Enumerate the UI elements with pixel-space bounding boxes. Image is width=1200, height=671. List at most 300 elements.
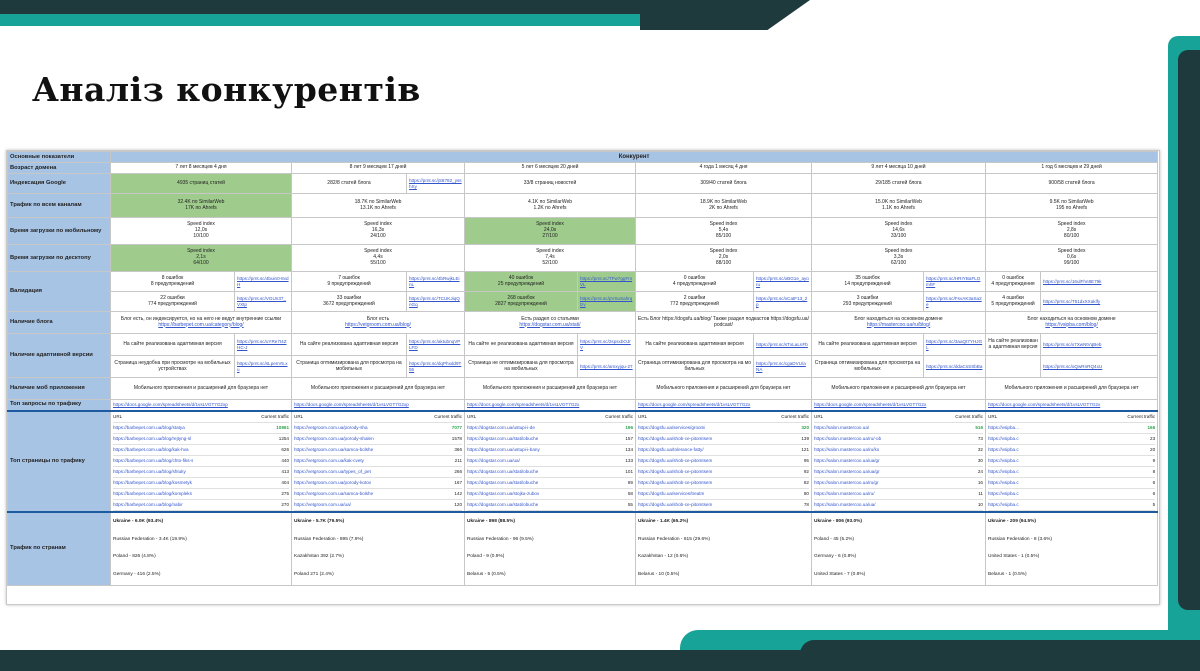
row-label-countries: Трафик по странам xyxy=(8,512,111,586)
toppages-item xyxy=(113,478,289,489)
toppages-item xyxy=(814,467,983,478)
url-col-header: URL xyxy=(638,413,648,419)
toppages-header xyxy=(113,412,289,423)
validation-link[interactable]: https://prnt.sc/VGUn37_VXtp xyxy=(235,292,292,312)
page-url[interactable]: https://dogsfu.ua/shob-ce-pitomtsem xyxy=(638,457,713,463)
countries-cell xyxy=(986,512,1158,586)
country-item: Germany - 416 (2.5%) xyxy=(113,571,161,577)
blog-text: Блог есть, он индексируется, но на него не ведут внутренние ссылки xyxy=(120,315,282,322)
page-traffic: 266 xyxy=(454,468,462,474)
page-url[interactable]: https://dogstar.com.ua/stati/obuche xyxy=(467,435,539,441)
adaptive-link[interactable]: https://prnt.sc/aktubnqVPLFD xyxy=(407,334,465,356)
page-url[interactable]: https://vsipba.c xyxy=(988,479,1019,485)
row-adaptive-1 xyxy=(8,356,1158,378)
age-cell: 8 лет 9 месяцев 17 дней xyxy=(292,163,465,174)
country-item: Kazakhstan 392 (2.7%) xyxy=(294,554,344,560)
topq-link[interactable]: https://docs.google.com/spreadsheets/d/1vsLVGT7G2x xyxy=(636,400,812,411)
row-blog xyxy=(8,312,1158,334)
toppages-item xyxy=(638,489,809,500)
countries-list xyxy=(294,514,462,584)
slide-title: Аналіз конкурентів xyxy=(32,70,421,109)
toppages-list xyxy=(467,412,633,511)
adaptive-link[interactable]: https://prnt.sc/sLpenV5.xu xyxy=(235,356,292,378)
countries-cell xyxy=(636,512,812,586)
countries-cell xyxy=(465,512,636,586)
adaptive-link[interactable]: https://prnt.sc/ddaCsSSbBa xyxy=(924,356,986,378)
adaptive-cell xyxy=(986,356,1041,378)
country-item: Ukraine - 1.4K (65.2%) xyxy=(638,519,689,525)
page-traffic: 6 xyxy=(1152,490,1156,496)
page-url[interactable]: https://dogsfu.ua/services/groomi xyxy=(638,424,706,430)
page-url[interactable]: https://vsipba... xyxy=(988,424,1019,430)
validation-cell: 0 ошибок 4 предупреждения xyxy=(986,272,1041,292)
index-cell: 282/8 статей блога xyxy=(292,174,407,194)
age-cell: 5 лет 6 месяцев 20 дней xyxy=(465,163,636,174)
validation-cell: 0 ошибок 4 предупреждений xyxy=(636,272,754,292)
row-adaptive-0 xyxy=(8,334,1158,356)
adaptive-link[interactable]: https://prnt.sc/sTxLaLnFb xyxy=(754,334,812,356)
countries-list xyxy=(113,514,289,584)
competitor-group-header: Конкурент xyxy=(111,152,1158,163)
page-url[interactable]: https://salon.mastercoo.ua/ru/ko xyxy=(814,446,880,452)
validation-link[interactable]: https://prnt.sc/xBG1e_ayoru xyxy=(754,272,812,292)
page-traffic: 95 xyxy=(803,457,809,463)
page-traffic: 58 xyxy=(627,490,633,496)
row-age xyxy=(8,163,1158,174)
adaptive-cell: Страница не оптимизирована для просмотра на мобильных xyxy=(465,356,578,378)
adaptive-cell: На сайте не реализована адаптивная версия xyxy=(465,334,578,356)
validation-link[interactable]: https://prnt.sc/pVSuSahrqlzv xyxy=(578,292,636,312)
blog-text: Есть Блог https://dogsfu.ua/blog/ Также раздел подкастов https://dogsfu.ua/podcast/ xyxy=(638,315,809,328)
toppages-header xyxy=(814,412,983,423)
desktop-speed-cell: Speed index 2,1s 64/100 xyxy=(111,245,292,272)
toppages-item xyxy=(638,456,809,467)
validation-link[interactable]: https://prnt.sc/T51dxXXaklfy xyxy=(1041,292,1158,312)
page-url[interactable]: https://barbepet.com.ua/blog/statya xyxy=(113,424,185,430)
page-traffic: 134 xyxy=(625,446,633,452)
toppages-header xyxy=(638,412,809,423)
age-cell: 1 год 6 месяцев и 29 дней xyxy=(986,163,1158,174)
page-url[interactable]: https://vetgroom.com.ua/porody-shalen xyxy=(294,435,374,441)
country-item: Germany - 6 (0.8%) xyxy=(814,554,857,560)
validation-link[interactable]: https://prnt.sc/xCatF13_2p xyxy=(754,292,812,312)
country-item: Poland - 45 (5.2%) xyxy=(814,536,854,542)
page-traffic: 121 xyxy=(801,446,809,452)
page-traffic: 320 xyxy=(801,424,809,430)
validation-link[interactable]: https://prnt.sc/4bRwjkLEinL xyxy=(407,272,465,292)
page-traffic: 404 xyxy=(281,479,289,485)
toppages-item xyxy=(294,467,462,478)
country-item: Ukraine - 898 (88.5%) xyxy=(467,519,515,525)
page-url[interactable]: https://salon.mastercoo.ua/ru/-ob xyxy=(814,435,882,441)
url-col-header: URL xyxy=(113,413,123,419)
index-cell: 309/40 статей блога xyxy=(636,174,812,194)
blog-text: Блог находиться на основном домене xyxy=(854,315,943,322)
topq-link[interactable]: https://docs.google.com/spreadsheets/d/1vsLVGT7G2xp xyxy=(111,400,292,411)
toppages-item xyxy=(988,423,1155,434)
mobile-speed-cell: Speed index 5,4s 85/100 xyxy=(636,218,812,245)
adaptive-cell: Страница оптимизирована для просмотра на мобильных xyxy=(636,356,754,378)
blog-cell xyxy=(812,312,986,334)
blog-link[interactable]: https://vetgroom.com.ua/blog/ xyxy=(345,321,411,328)
mobile-speed-cell: Speed index 14,6s 33/100 xyxy=(812,218,986,245)
adaptive-link[interactable]: https://prnt.sc/x7XwNtVqBeb xyxy=(1041,334,1158,356)
toppages-cell xyxy=(636,411,812,512)
adaptive-link[interactable]: https://prnt.sc/uYRe7I4ZHC-J xyxy=(235,334,292,356)
adaptive-link[interactable]: https://prnt.sc/3aaQt7YHJGL xyxy=(924,334,986,356)
page-url[interactable]: https://vetgroom.com.ua/samca-bolshe xyxy=(294,446,374,452)
traffic-cell: 32.4K по SimilarWeb 17K по Ahrefs xyxy=(111,194,292,218)
validation-cell: 35 ошибок 14 предупреждений xyxy=(812,272,924,292)
country-item: Ukraine - 209 (94.5%) xyxy=(988,519,1036,525)
index-cell: 4935 страниц статей xyxy=(111,174,292,194)
toppages-header xyxy=(988,412,1155,423)
page-traffic: 120 xyxy=(454,501,462,507)
country-item: Belarus - 1 (0.5%) xyxy=(988,571,1027,577)
page-url[interactable]: https://vsipba.c xyxy=(988,468,1019,474)
row-validation-0 xyxy=(8,272,1158,292)
toppages-item xyxy=(294,434,462,445)
validation-link[interactable]: https://prnt.sc/4buin0-8vdH xyxy=(235,272,292,292)
page-traffic: 78 xyxy=(803,501,809,507)
toppages-item xyxy=(113,467,289,478)
toppages-item xyxy=(814,445,983,456)
blog-cell xyxy=(465,312,636,334)
toppages-item xyxy=(294,456,462,467)
page-url[interactable]: https://vsipba.c xyxy=(988,457,1019,463)
blog-link[interactable]: https://mastercoo.ua/ru/blog/ xyxy=(866,321,931,328)
top-decor-wedge xyxy=(640,0,810,30)
row-desktop xyxy=(8,245,1158,272)
country-item: Ukraine - 5.7K (79.5%) xyxy=(294,519,345,525)
toppages-item xyxy=(988,489,1155,500)
row-label-age: Возраст домена xyxy=(8,163,111,174)
traffic-cell: 4.1K по SimilarWeb 1.2K по Ahrefs xyxy=(465,194,636,218)
page-traffic: 196 xyxy=(625,424,633,430)
adaptive-link[interactable]: https://prnt.sc/cgaDVU/aNA xyxy=(754,356,812,378)
traffic-cell: 18.9K по SimilarWeb 2K по Ahrefs xyxy=(636,194,812,218)
page-traffic: 167 xyxy=(454,479,462,485)
mobile-speed-cell: Speed index 16,3s 24/100 xyxy=(292,218,465,245)
toppages-item xyxy=(294,445,462,456)
toppages-item xyxy=(294,423,462,434)
page-traffic: 1254 xyxy=(278,435,289,441)
toppages-item xyxy=(638,423,809,434)
validation-cell: 8 ошибок 8 предупреждений xyxy=(111,272,235,292)
age-cell: 9 лет 4 месяца 10 дней xyxy=(812,163,986,174)
page-url[interactable]: https://dogsfu.ua/shob-ce-pitomtsem xyxy=(638,435,713,441)
page-url[interactable]: https://dogstar.com.ua/stojka-zubov xyxy=(467,490,540,496)
topq-link[interactable]: https://docs.google.com/spreadsheets/d/1vsLVGT7G2x xyxy=(986,400,1158,411)
toppages-item xyxy=(467,423,633,434)
page-url[interactable]: https://barbepet.com.ua/blog/nabir xyxy=(113,501,183,507)
page-traffic: 73 xyxy=(977,435,983,441)
country-item: Ukraine - 806 (93.0%) xyxy=(814,519,862,525)
adaptive-cell: На сайте реализована адаптивная версия xyxy=(636,334,754,356)
app-cell: Мобильного приложения и расширений для браузера нет xyxy=(812,378,986,400)
row-label-mobile: Время загрузки по мобильному xyxy=(8,218,111,245)
toppages-item xyxy=(113,500,289,511)
page-url[interactable]: https://vetgroom.com.ua/types_of_pet xyxy=(294,468,371,474)
blog-link[interactable]: https://barbepet.com.ua/category/blog/ xyxy=(158,321,244,328)
page-url[interactable]: https://dogstar.com.ua/ustupi-i-bany xyxy=(467,446,540,452)
validation-cell: 33 ошибки 3672 предупреждений xyxy=(292,292,407,312)
validation-link[interactable]: https://prnt.sc/TFw7ggFmVL xyxy=(578,272,636,292)
row-index xyxy=(8,174,1158,194)
validation-link[interactable]: https://prnt.sc/TCUKJiqQnGq xyxy=(407,292,465,312)
toppages-item xyxy=(988,456,1155,467)
page-url[interactable]: https://dogstar.com.ua/ua/ xyxy=(467,457,520,463)
validation-cell: 40 ошибок 25 предупреждений xyxy=(465,272,578,292)
app-cell: Мобильного приложения и расширений для браузера нет xyxy=(465,378,636,400)
country-item: Russian Federation - 96 (9.5%) xyxy=(467,536,534,542)
url-col-header: URL xyxy=(988,413,998,419)
countries-cell xyxy=(812,512,986,586)
toppages-list xyxy=(294,412,462,511)
countries-cell xyxy=(292,512,465,586)
toppages-item xyxy=(638,445,809,456)
page-url[interactable]: https://vetgroom.com.ua/porody-sha xyxy=(294,424,368,430)
country-item: Russian Federation - 895 (7.9%) xyxy=(294,536,364,542)
age-cell: 4 года 1 месяц 4 дня xyxy=(636,163,812,174)
page-traffic: 101 xyxy=(625,468,633,474)
row-label-toppages: Топ страницы по трафику xyxy=(8,411,111,512)
toppages-item xyxy=(294,478,462,489)
page-traffic: 157 xyxy=(625,435,633,441)
adaptive-link[interactable]: https://prnt.sc/2spsxbOJrV xyxy=(578,334,636,356)
toppages-item xyxy=(113,445,289,456)
countries-list xyxy=(988,514,1155,584)
competitor-spreadsheet xyxy=(6,150,1160,605)
toppages-item xyxy=(814,489,983,500)
blog-link[interactable]: https://dogstar.com.ua/stati/ xyxy=(519,321,581,328)
page-traffic: 133 xyxy=(625,457,633,463)
page-traffic: 55 xyxy=(627,501,633,507)
toppages-item xyxy=(467,445,633,456)
country-item: Ukraine - 6.0K (93.4%) xyxy=(113,519,164,525)
page-url[interactable]: https://vetgroom.com.ua/kak-cvety xyxy=(294,457,364,463)
traffic-col-header: Current traffic xyxy=(434,413,462,419)
page-traffic: 5 xyxy=(1152,501,1156,507)
page-traffic: 89 xyxy=(627,479,633,485)
page-url[interactable]: https://vetgroom.com.ua/porody-kotov xyxy=(294,479,372,485)
topq-link[interactable]: https://docs.google.com/spreadsheets/d/1vsLVGT7G2xp xyxy=(292,400,465,411)
page-url[interactable]: https://barbepet.com.ua/blog/kosmetyk xyxy=(113,479,192,485)
country-item: Poland - 9 (0.9%) xyxy=(467,554,505,560)
page-traffic: 626 xyxy=(281,446,289,452)
blog-cell xyxy=(636,312,812,334)
adaptive-cell: На сайте реализована адаптивная версия xyxy=(986,334,1041,356)
row-countries xyxy=(8,512,1158,586)
page-traffic: 275 xyxy=(281,490,289,496)
topq-link[interactable]: https://docs.google.com/spreadsheets/d/1vsLVGT7G2x xyxy=(465,400,636,411)
index-link[interactable]: https://prnt.sc/jS8782_ysshSy xyxy=(407,174,465,194)
toppages-list xyxy=(638,412,809,511)
toppages-list xyxy=(988,412,1155,511)
page-url[interactable]: https://barbepet.com.ua/blog/chto-fiks-s xyxy=(113,457,194,463)
toppages-item xyxy=(113,489,289,500)
right-decor-dark xyxy=(1178,50,1200,610)
toppages-item xyxy=(467,434,633,445)
blog-cell xyxy=(292,312,465,334)
validation-cell: 268 ошибок 2827 предупреждений xyxy=(465,292,578,312)
page-traffic: 30 xyxy=(977,457,983,463)
toppages-item xyxy=(467,478,633,489)
page-url[interactable]: https://dogstar.com.ua/stati/obuche xyxy=(467,468,539,474)
adaptive-link[interactable]: https://prnt.sc/oQwRnRQ4xU xyxy=(1041,356,1158,378)
page-url[interactable]: https://dogsfu.ua/shob-ce-pitomtsem xyxy=(638,479,713,485)
desktop-speed-cell: Speed index 4,4s 55/100 xyxy=(292,245,465,272)
validation-link[interactable]: https://prnt.sc/FsvAK3aSa2e xyxy=(924,292,986,312)
page-url[interactable]: https://barbepet.com.ua/blog/kak-hva xyxy=(113,446,189,452)
url-col-header: URL xyxy=(294,413,304,419)
row-toppages xyxy=(8,411,1158,512)
countries-list xyxy=(467,514,633,584)
page-traffic: 16 xyxy=(977,479,983,485)
page-url[interactable]: https://barbepet.com.ua/blog/shtuky xyxy=(113,468,186,474)
row-label-index: Индексация Google xyxy=(8,174,111,194)
page-traffic: 6 xyxy=(1152,479,1156,485)
page-url[interactable]: https://dogstar.com.ua/ustupi-i-de xyxy=(467,424,535,430)
page-url[interactable]: https://salon.mastercoo.ua/ xyxy=(814,424,870,430)
page-traffic: 142 xyxy=(454,490,462,496)
index-cell: 900/58 статей блога xyxy=(986,174,1158,194)
page-traffic: 440 xyxy=(281,457,289,463)
page-traffic: 10 xyxy=(977,501,983,507)
app-cell: Мобильного приложения и расширений для браузера нет xyxy=(986,378,1158,400)
page-traffic: 211 xyxy=(454,457,462,463)
traffic-cell: 18.7K по SimilarWeb 13.1K по Ahrefs xyxy=(292,194,465,218)
page-url[interactable]: https://dogstar.com.ua/stati/obuche xyxy=(467,479,539,485)
page-url[interactable]: https://salon.mastercoo.ua/ru/gr xyxy=(814,479,879,485)
toppages-item xyxy=(113,423,289,434)
toppages-cell xyxy=(465,411,636,512)
toppages-item xyxy=(467,489,633,500)
url-col-header: URL xyxy=(814,413,824,419)
adaptive-cell: Страница оптимизирована для просмотра на мобильных xyxy=(812,356,924,378)
index-cell: 33/8 страниц новостей xyxy=(465,174,636,194)
page-traffic: 23 xyxy=(1150,435,1156,441)
traffic-cell: 15.0K по SimilarWeb 1.1K по Ahrefs xyxy=(812,194,986,218)
toppages-item xyxy=(638,434,809,445)
row-traffic xyxy=(8,194,1158,218)
page-url[interactable]: https://vsipba.c xyxy=(988,490,1019,496)
validation-link[interactable]: https://prnt.sc/HRIYBaFLOmhF xyxy=(924,272,986,292)
page-url[interactable]: https://salon.mastercoo.ua/ua/gr xyxy=(814,457,880,463)
page-url[interactable]: https://salon.mastercoo.ua/ua/ xyxy=(814,501,876,507)
toppages-item xyxy=(814,478,983,489)
toppages-header xyxy=(294,412,462,423)
topq-link[interactable]: https://docs.google.com/spreadsheets/d/1vsLVGT7G2x xyxy=(812,400,986,411)
page-traffic: 32 xyxy=(977,446,983,452)
page-traffic: 8 xyxy=(1152,468,1156,474)
url-col-header: URL xyxy=(467,413,477,419)
country-item: Belarus - 5 (0.5%) xyxy=(467,571,506,577)
row-label-blog: Наличие блога xyxy=(8,312,111,334)
countries-list xyxy=(638,514,809,584)
traffic-cell: 9.5K по SimilarWeb 195 по Ahrefs xyxy=(986,194,1158,218)
app-cell: Мобильного приложения и расширений для браузера нет xyxy=(292,378,465,400)
toppages-item xyxy=(467,467,633,478)
toppages-cell xyxy=(111,411,292,512)
page-url[interactable]: https://dogstar.com.ua/stati/obuche xyxy=(467,501,539,507)
mobile-speed-cell: Speed index 12,0s 10/100 xyxy=(111,218,292,245)
page-traffic: 166 xyxy=(1147,424,1156,430)
page-traffic: 1578 xyxy=(451,435,462,441)
page-traffic: 10861 xyxy=(276,424,289,430)
page-url[interactable]: https://vetgroom.com.ua/ua/ xyxy=(294,501,351,507)
page-traffic: 366 xyxy=(454,446,462,452)
validation-cell: 3 ошибки 293 предупреждений xyxy=(812,292,924,312)
toppages-item xyxy=(113,434,289,445)
validation-link[interactable]: https://prnt.sc/16ulFhn8E79k xyxy=(1041,272,1158,292)
page-url[interactable]: https://salon.mastercoo.ua/ua/gr xyxy=(814,468,880,474)
row-label-traffic: Трафик по всем каналам xyxy=(8,194,111,218)
country-item: Kazakhstan - 12 (0.6%) xyxy=(638,554,689,560)
page-url[interactable]: https://dogsfu.ua/shob-ce-pitomtsem xyxy=(638,468,713,474)
validation-cell: 4 ошибки 5 предупреждений xyxy=(986,292,1041,312)
app-cell: Мобильного приложения и расширений для браузера нет xyxy=(111,378,292,400)
country-item: Russian Federation - 3.4K (19.9%) xyxy=(113,536,187,542)
blog-text: Блог есть xyxy=(366,315,390,322)
country-item: Russian Federation - 615 (29.6%) xyxy=(638,536,710,542)
page-traffic: 139 xyxy=(801,435,809,441)
page-url[interactable]: https://barbepet.com.ua/blog/rejtyng-sl xyxy=(113,435,192,441)
toppages-item xyxy=(814,434,983,445)
page-traffic: 270 xyxy=(281,501,289,507)
row-label-topq: Топ запросы по трафику xyxy=(8,400,111,411)
adaptive-link[interactable]: https://prnt.sc/dqPhxdd9T55 xyxy=(407,356,465,378)
row-mobile xyxy=(8,218,1158,245)
page-traffic: 24 xyxy=(977,468,983,474)
toppages-list xyxy=(113,412,289,511)
page-traffic: 82 xyxy=(803,479,809,485)
top-decor-bar xyxy=(0,0,750,14)
traffic-col-header: Current traffic xyxy=(1127,413,1156,419)
desktop-speed-cell: Speed index 3,3s 62/100 xyxy=(812,245,986,272)
page-url[interactable]: https://vsipba.c xyxy=(988,501,1019,507)
page-url[interactable]: https://dogsfu.ua/shob-ce-pitomtsem xyxy=(638,501,713,507)
validation-cell: 22 ошибки 774 предупреждений xyxy=(111,292,235,312)
corner-header: Основные показатели xyxy=(8,152,111,163)
page-url[interactable]: https://vetgroom.com.ua/samca-bolshe xyxy=(294,490,374,496)
adaptive-link[interactable]: https://prnt.sc/amxyjqu-27 xyxy=(578,356,636,378)
country-item: Russian Federation - 8 (3.6%) xyxy=(988,536,1052,542)
page-traffic: 516 xyxy=(975,424,983,430)
page-url[interactable]: https://dogsfu.ua/services/treatm xyxy=(638,490,705,496)
page-url[interactable]: https://barbepet.com.ua/blog/kompleks xyxy=(113,490,192,496)
page-url[interactable]: https://vsipba.c xyxy=(988,435,1019,441)
country-item: Poland 271 (2.4%) xyxy=(294,571,334,577)
adaptive-cell: На сайте реализована адаптивная версия xyxy=(111,334,235,356)
country-item: Belarus - 10 (0.5%) xyxy=(638,571,680,577)
page-traffic: 7077 xyxy=(451,424,462,430)
toppages-item xyxy=(638,500,809,511)
page-url[interactable]: https://dogsfu.ua/tolerance-fatty/ xyxy=(638,446,704,452)
row-topq xyxy=(8,400,1158,411)
blog-link[interactable]: https://vsipba.com/blog/ xyxy=(1045,321,1098,328)
toppages-item xyxy=(814,423,983,434)
page-traffic: 20 xyxy=(1150,446,1156,452)
traffic-col-header: Current traffic xyxy=(955,413,983,419)
page-url[interactable]: https://vsipba.c xyxy=(988,446,1019,452)
page-url[interactable]: https://salon.mastercoo.ua/ru/ xyxy=(814,490,875,496)
desktop-speed-cell: Speed index 0,6s 99/100 xyxy=(986,245,1158,272)
blog-cell xyxy=(986,312,1158,334)
blog-text: Блог находиться на основном домене xyxy=(1027,315,1116,322)
desktop-speed-cell: Speed index 7,4s 52/100 xyxy=(465,245,636,272)
toppages-item xyxy=(294,500,462,511)
